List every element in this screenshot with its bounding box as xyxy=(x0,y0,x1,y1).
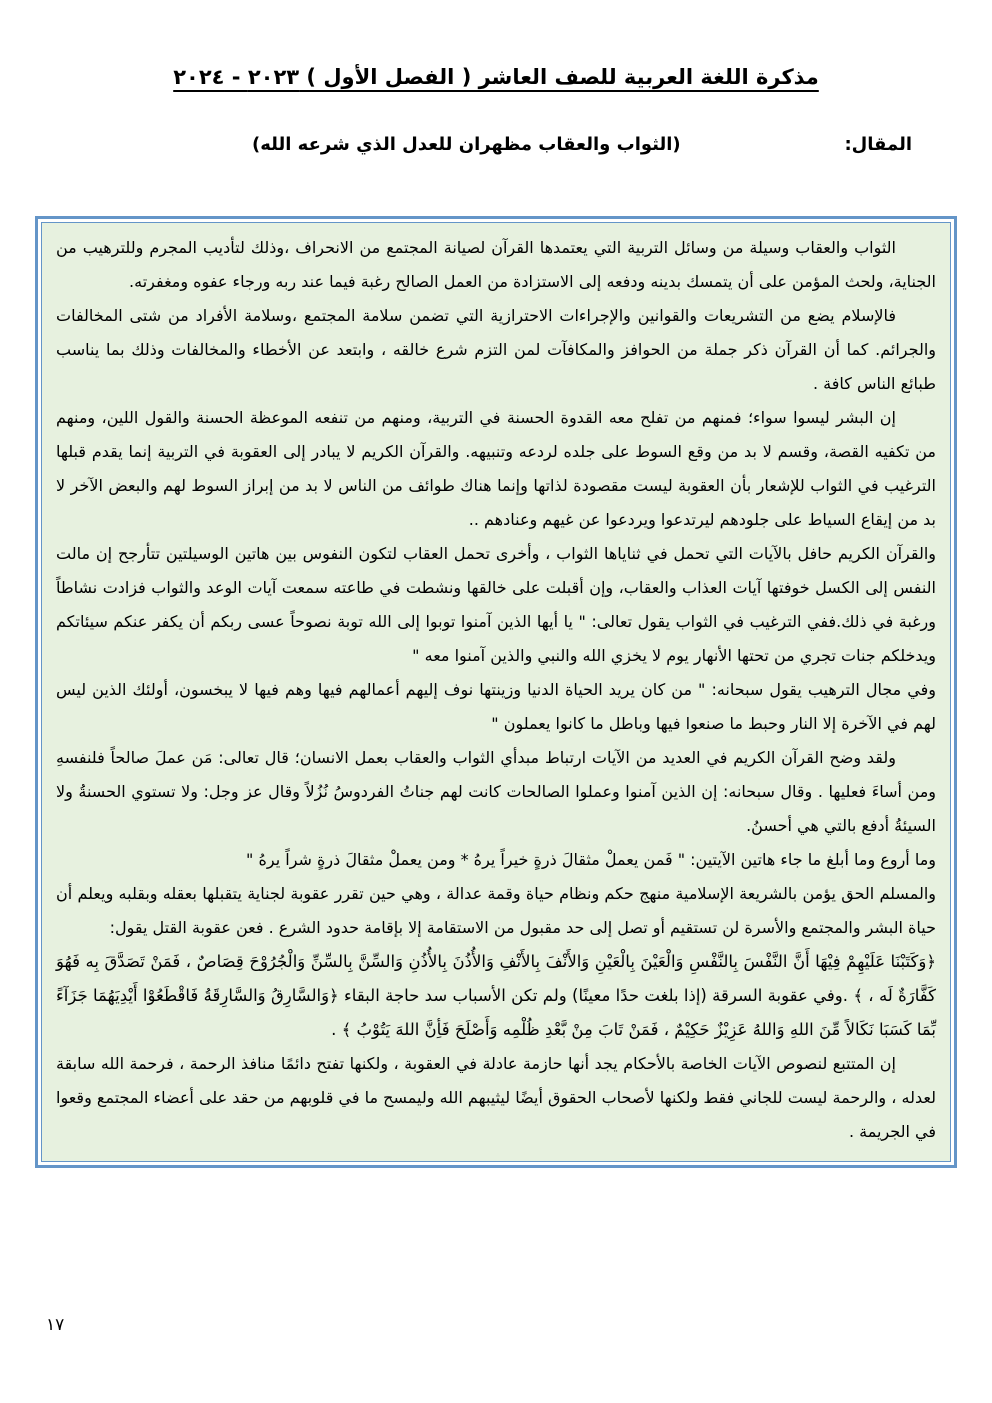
subtitle-row xyxy=(0,134,992,166)
essay-paragraph-3: إن البشر ليسوا سواء؛ فمنهم من تفلح معه القدوة الحسنة في التربية، ومنهم من تنفعه الموعظة الحسنة والقول اللين، ومنهم من تكفيه القصة، وقسم لا بد من وقع السوط على جلده لردعه وتنبيهه. والقرآن الكريم لا يبادر إلى العقوبة في التربية إنما يقدم قبلها الترغيب في الثواب للإشعار بأن العقوبة ليست مقصودة لذاتها وإنما هناك طوائف من الناس لا بد من إبراز السوط لهم والبعض الآخر لا بد من إيقاع السياط على جلودهم ليرتدعوا ويردعوا عن غيهم وعنادهم .. xyxy=(56,408,936,529)
essay-paragraph-9-quran-verse: ﴿وَكَتَبْنَا عَلَيْهِمْ فِيْهَا أَنَّ النَّفْسَ بِالنَّفْسِ وَالْعَيْنَ بِالْعَيْنِ وَالأَنْفَ بِالأَنْفِ وَالأُذُنَ بِالأُذُنِ وَالسِّنَّ بِالسِّنِّ وَالْجُرُوْحَ قِصَاصٌ ، فَمَنْ تَصَدَّقَ بِه فَهُوَ كَفَّارَةٌ لَه ، ﴾ .وفي عقوبة السرقة (إذا بلغت حدًا معينًا) ولم تكن الأسباب سد حاجة البقاء ﴿وَالسَّارِقُ وَالسَّارِقَةُ فَاقْطَعُوْا أَيْدِيَهُمَا جَزَآءً بِّمَا كَسَبَا نَكَالاً مِّنَ اللهِ وَاللهُ عَزِيْزٌ حَكِيْمٌ ، فَمَنْ تَابَ مِنْ بَّعْدِ ظُلْمِه وَأَصْلَحَ فَأِنَّ اللهَ يَتُوْبُ ﴾ . xyxy=(56,952,936,1039)
essay-box-inner xyxy=(41,222,951,1162)
essay-box xyxy=(35,216,957,1168)
page-number: ١٧ xyxy=(46,1315,65,1335)
essay-paragraph-8: والمسلم الحق يؤمن بالشريعة الإسلامية منهج حكم ونظام حياة وقمة عدالة ، وهي حين تقرر عقوبة لجناية يتقبلها بعقله وبقلبه ويعلم أن حياة البشر والمجتمع والأسرة لن تستقيم أو تصل إلى حد مقبول من الاستقامة إلا بإقامة حدود الشرع . فعن عقوبة القتل يقول: xyxy=(56,884,936,937)
essay-paragraph-4: والقرآن الكريم حافل بالآيات التي تحمل في ثناياها الثواب ، وأخرى تحمل العقاب لتكون النفوس بين هاتين الوسيلتين تتأرجح إن مالت النفس إلى الكسل خوفتها آيات العذاب والعقاب، وإن أقبلت على خالقها ونشطت في طاعته سمعت آيات الوعد والثواب فزادت نشاطاً ورغبة في ذلك.ففي الترغيب في الثواب يقول تعالى: " يا أيها الذين آمنوا توبوا إلى الله توبة نصوحاً عسى ربكم أن يكفر عنكم سيئاتكم ويدخلكم جنات تجري من تحتها الأنهار يوم لا يخزي الله والنبي والذين آمنوا معه " xyxy=(56,544,936,665)
article-label: المقال: xyxy=(844,134,912,155)
essay-paragraph-7: وما أروع وما أبلغ ما جاء هاتين الآيتين: " فَمن يعملْ مثقالَ ذرةٍ خيراً يرهُ * ومن يعملْ مثقالَ ذرةٍ شراً يرهُ " xyxy=(246,850,936,869)
essay-paragraph-1: الثواب والعقاب وسيلة من وسائل التربية التي يعتمدها القرآن لصيانة المجتمع من الانحراف ،وذلك لتأديب المجرم وللترهيب من الجناية، ولحث المؤمن على أن يتمسك بدينه ودفعه إلى الاستزادة من العمل الصالح رغبة فيما عند ربه ورجاء عفوه ومغفرته. xyxy=(56,238,936,291)
essay-paragraph-10: إن المتتبع لنصوص الآيات الخاصة بالأحكام يجد أنها حازمة عادلة في العقوبة ، ولكنها تفتح دائمًا منافذ الرحمة ، فرحمة الله سابقة لعدله ، والرحمة ليست للجاني فقط ولكنها لأصحاب الحقوق أيضًا ليثيبهم الله وليمسح ما في قلوبهم من حقد على أعضاء المجتمع وقعوا في الجريمة . xyxy=(56,1054,936,1141)
page-title: مذكرة اللغة العربية للصف العاشر ( الفصل الأول ) ٢٠٢٣ - ٢٠٢٤ xyxy=(173,65,819,89)
essay-paragraph-6: ولقد وضح القرآن الكريم في العديد من الآيات ارتباط مبدأي الثواب والعقاب بعمل الانسان؛ قال تعالى: مَن عملَ صالحاً فلنفسهِ ومن أساءَ فعليها . وقال سبحانه: إن الذين آمنوا وعملوا الصالحات كانت لهم جناتُ الفردوسُ نُزُلاً وقال عز وجل: ولا تستوي الحسنةُ ولا السيئةُ أدفع بالتي هي أحسنُ. xyxy=(56,748,936,835)
essay-subtitle: (الثواب والعقاب مظهران للعدل الذي شرعه الله) xyxy=(252,134,681,155)
essay-paragraph-5: وفي مجال الترهيب يقول سبحانه: " من كان يريد الحياة الدنيا وزينتها نوف إليهم أعمالهم فيها وهم فيها لا يبخسون، أولئك الذين ليس لهم في الآخرة إلا النار وحبط ما صنعوا فيها وباطل ما كانوا يعملون " xyxy=(56,680,936,733)
essay-paragraph-2: فالإسلام يضع من التشريعات والقوانين والإجراءات الاحترازية التي تضمن سلامة المجتمع ،وسلامة الأفراد من شتى المخالفات والجرائم. كما أن القرآن ذكر جملة من الحوافز والمكافآت لمن التزم شرع خالقه ، وابتعد عن الأخطاء والمخالفات وذلك بما يناسب طبائع الناس كافة . xyxy=(56,306,936,393)
